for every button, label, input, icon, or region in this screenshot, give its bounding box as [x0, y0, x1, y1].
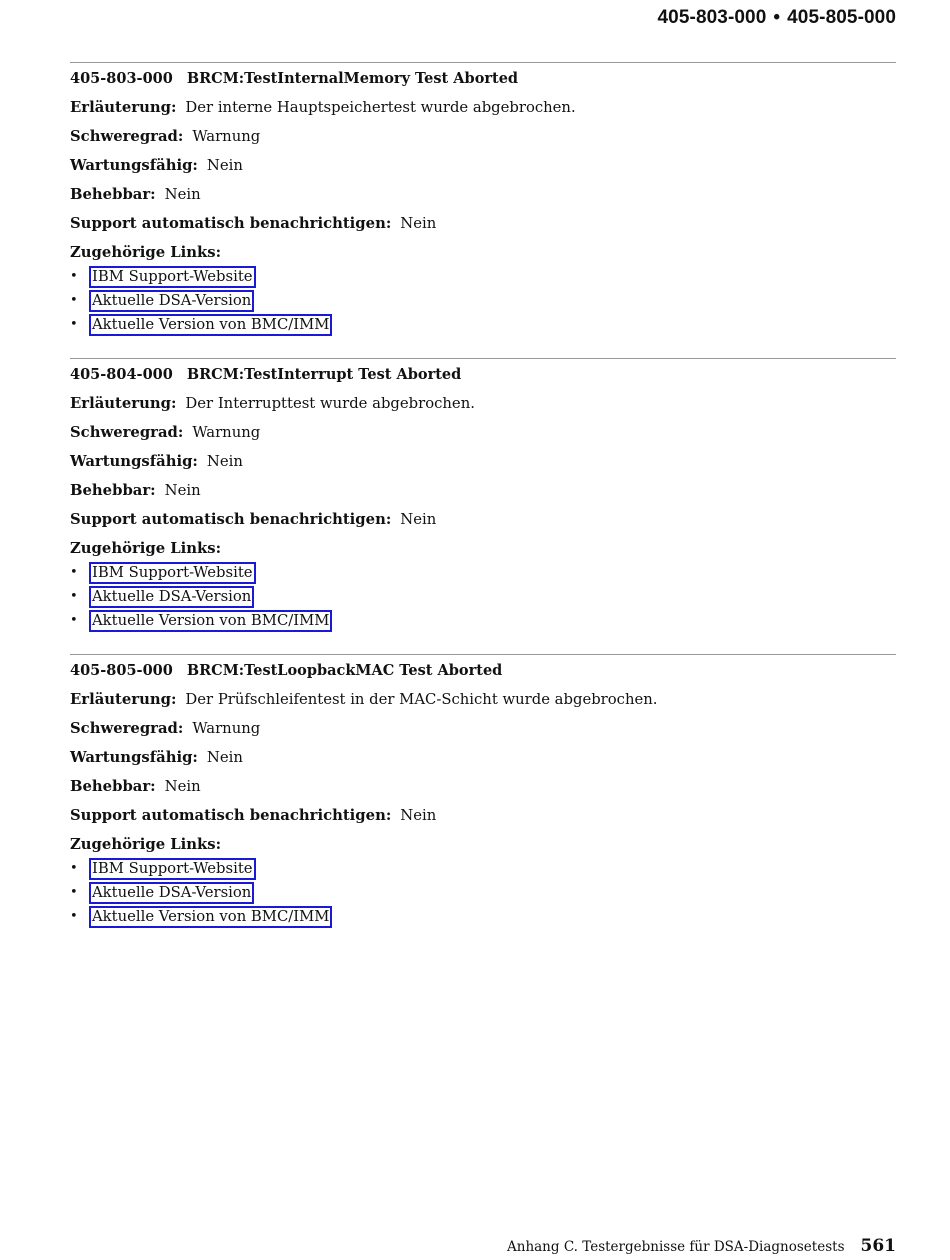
entry-title — [70, 662, 896, 680]
serviceable-row — [70, 749, 896, 767]
message-entry — [70, 654, 896, 930]
page-footer — [507, 1236, 896, 1256]
bmc-imm-version-link[interactable]: Aktuelle Version von BMC/IMM — [89, 610, 332, 632]
bullet-icon: • — [70, 613, 78, 628]
entry-code: 405-805-000 — [70, 662, 173, 679]
explanation-value: Der Prüfschleifentest in der MAC-Schicht wurde abgebrochen. — [185, 691, 658, 708]
bmc-imm-version-link[interactable]: Aktuelle Version von BMC/IMM — [89, 906, 332, 928]
severity-label: Schweregrad: — [70, 128, 184, 145]
explanation-label: Erläuterung: — [70, 691, 177, 708]
header-separator: • — [773, 7, 781, 28]
related-links-label: Zugehörige Links: — [70, 540, 222, 557]
explanation-value: Der interne Hauptspeichertest wurde abgebrochen. — [185, 99, 576, 116]
dsa-version-link[interactable]: Aktuelle DSA-Version — [89, 586, 254, 608]
notify-support-row — [70, 215, 896, 233]
bullet-icon: • — [70, 565, 78, 580]
severity-value: Warnung — [192, 720, 261, 737]
list-item — [70, 610, 896, 632]
recoverable-label: Behebbar: — [70, 186, 156, 203]
explanation-value: Der Interrupttest wurde abgebrochen. — [185, 395, 475, 412]
recoverable-label: Behebbar: — [70, 778, 156, 795]
entry-title — [70, 70, 896, 88]
section-divider — [70, 62, 896, 63]
recoverable-row — [70, 482, 896, 500]
bullet-icon: • — [70, 317, 78, 332]
list-item — [70, 858, 896, 880]
notify-support-label: Support automatisch benachrichtigen: — [70, 511, 392, 528]
explanation-row — [70, 99, 896, 117]
serviceable-value: Nein — [206, 453, 243, 470]
notify-support-value: Nein — [400, 215, 437, 232]
list-item — [70, 586, 896, 608]
serviceable-value: Nein — [206, 749, 243, 766]
severity-value: Warnung — [192, 128, 261, 145]
related-links-list — [70, 858, 896, 928]
entry-code: 405-804-000 — [70, 366, 173, 383]
list-item — [70, 906, 896, 928]
bullet-icon: • — [70, 861, 78, 876]
related-links-label: Zugehörige Links: — [70, 836, 222, 853]
bmc-imm-version-link[interactable]: Aktuelle Version von BMC/IMM — [89, 314, 332, 336]
serviceable-label: Wartungsfähig: — [70, 749, 198, 766]
header-range-start: 405-803-000 — [657, 7, 767, 28]
ibm-support-link[interactable]: IBM Support-Website — [89, 266, 256, 288]
ibm-support-link[interactable]: IBM Support-Website — [89, 858, 256, 880]
message-entry — [70, 358, 896, 634]
notify-support-row — [70, 807, 896, 825]
explanation-row — [70, 691, 896, 709]
page-header — [658, 7, 896, 29]
recoverable-row — [70, 778, 896, 796]
footer-chapter-title: Anhang C. Testergebnisse für DSA-Diagnosetests — [507, 1239, 845, 1255]
related-links-list — [70, 562, 896, 632]
list-item — [70, 266, 896, 288]
related-links-label: Zugehörige Links: — [70, 244, 222, 261]
severity-row — [70, 720, 896, 738]
entry-name: BRCM:TestInternalMemory Test Aborted — [186, 70, 519, 87]
entry-name: BRCM:TestInterrupt Test Aborted — [186, 366, 462, 383]
section-divider — [70, 654, 896, 655]
severity-value: Warnung — [192, 424, 261, 441]
bullet-icon: • — [70, 269, 78, 284]
notify-support-label: Support automatisch benachrichtigen: — [70, 215, 392, 232]
list-item — [70, 314, 896, 336]
recoverable-label: Behebbar: — [70, 482, 156, 499]
notify-support-value: Nein — [400, 807, 437, 824]
severity-row — [70, 128, 896, 146]
explanation-label: Erläuterung: — [70, 99, 177, 116]
list-item — [70, 290, 896, 312]
notify-support-row — [70, 511, 896, 529]
severity-label: Schweregrad: — [70, 720, 184, 737]
recoverable-value: Nein — [164, 186, 201, 203]
entry-code: 405-803-000 — [70, 70, 173, 87]
severity-label: Schweregrad: — [70, 424, 184, 441]
list-item — [70, 562, 896, 584]
related-links-list — [70, 266, 896, 336]
bullet-icon: • — [70, 589, 78, 604]
notify-support-label: Support automatisch benachrichtigen: — [70, 807, 392, 824]
bullet-icon: • — [70, 885, 78, 900]
bullet-icon: • — [70, 909, 78, 924]
page-number: 561 — [860, 1236, 896, 1256]
explanation-row — [70, 395, 896, 413]
message-entry — [70, 62, 896, 338]
notify-support-value: Nein — [400, 511, 437, 528]
dsa-version-link[interactable]: Aktuelle DSA-Version — [89, 882, 254, 904]
serviceable-value: Nein — [206, 157, 243, 174]
list-item — [70, 882, 896, 904]
serviceable-row — [70, 453, 896, 471]
entry-title — [70, 366, 896, 384]
header-range-end: 405-805-000 — [787, 7, 896, 28]
recoverable-value: Nein — [164, 778, 201, 795]
bullet-icon: • — [70, 293, 78, 308]
explanation-label: Erläuterung: — [70, 395, 177, 412]
severity-row — [70, 424, 896, 442]
dsa-version-link[interactable]: Aktuelle DSA-Version — [89, 290, 254, 312]
section-divider — [70, 358, 896, 359]
serviceable-label: Wartungsfähig: — [70, 453, 198, 470]
serviceable-row — [70, 157, 896, 175]
recoverable-row — [70, 186, 896, 204]
recoverable-value: Nein — [164, 482, 201, 499]
serviceable-label: Wartungsfähig: — [70, 157, 198, 174]
entry-name: BRCM:TestLoopbackMAC Test Aborted — [186, 662, 503, 679]
ibm-support-link[interactable]: IBM Support-Website — [89, 562, 256, 584]
